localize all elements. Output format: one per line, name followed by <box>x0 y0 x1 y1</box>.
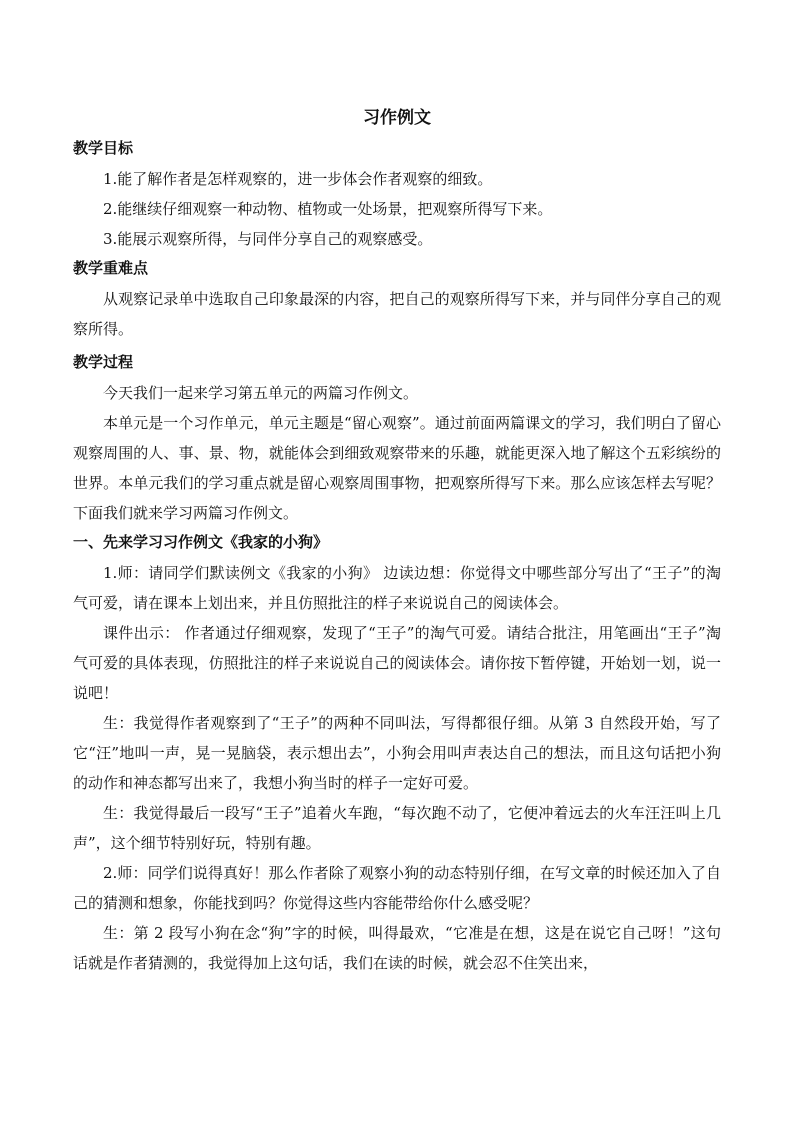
section-heading-goals: 教学目标 <box>73 139 134 157</box>
process-paragraph: 本单元是一个习作单元，单元主题是“留心观察”。通过前面两篇课文的学习，我们明白了留心观察周围的人、事、景、物，就能体会到细致观察带来的乐趣，就能更深入地了解这个五彩缤纷的世界。本单元我们的学习重点就是留心观察周围事物，把观察所得写下来。那么应该怎样去写呢？下面我们就来学习两篇习作例文。 <box>73 414 721 522</box>
goal-item: 2.能继续仔细观察一种动物、植物或一处场景，把观察所得写下来。 <box>103 200 553 218</box>
part1-paragraph: 1.师：请同学们默读例文《我家的小狗》 边读边想：你觉得文中哪些部分写出了“王子”的淘气可爱，请在课本上划出来，并且仿照批注的样子来说说自己的阅读体会。 <box>73 564 721 612</box>
page-title: 习作例文 <box>363 108 431 128</box>
part1-paragraph: 生：我觉得最后一段写“王子”追着火车跑，“每次跑不动了，它便冲着远去的火车汪汪叫上几声”，这个细节特别好玩，特别有趣。 <box>73 804 721 852</box>
section-heading-key-points: 教学重难点 <box>73 259 149 277</box>
part1-paragraph: 生：我觉得作者观察到了“王子”的两种不同叫法，写得都很仔细。从第 3 自然段开始，写了它“汪”地叫一声，晃一晃脑袋，表示想出去”，小狗会用叫声表达自己的想法，而且这句话把小狗的动作和神态都写出来了，我想小狗当时的样子一定好可爱。 <box>73 714 721 792</box>
goal-item: 1.能了解作者是怎样观察的，进一步体会作者观察的细致。 <box>103 170 493 188</box>
part1-paragraph: 生：第 2 段写小狗在念“狗”字的时候，叫得最欢，“它准是在想，这是在说它自己呀！”这句话就是作者猜测的，我觉得加上这句话，我们在读的时候，就会忍不住笑出来， <box>73 924 721 972</box>
section-heading-process: 教学过程 <box>73 353 134 371</box>
part1-paragraph: 课件出示： 作者通过仔细观察，发现了“王子”的淘气可爱。请结合批注，用笔画出“王子”淘气可爱的具体表现，仿照批注的样子来说说自己的阅读体会。请你按下暂停键，开始划一划，说一说吧！ <box>73 624 721 702</box>
key-points-text: 从观察记录单中选取自己印象最深的内容，把自己的观察所得写下来，并与同伴分享自己的观察所得。 <box>73 290 721 338</box>
section-heading-part1: 一、先来学习习作例文《我家的小狗》 <box>73 533 329 551</box>
goal-item: 3.能展示观察所得，与同伴分享自己的观察感受。 <box>103 230 433 248</box>
process-paragraph: 今天我们一起来学习第五单元的两篇习作例文。 <box>103 384 419 402</box>
document-body <box>73 134 721 978</box>
part1-paragraph: 2.师：同学们说得真好！那么作者除了观察小狗的动态特别仔细，在写文章的时候还加入了自己的猜测和想象，你能找到吗？你觉得这些内容能带给你什么感受呢？ <box>73 864 721 912</box>
